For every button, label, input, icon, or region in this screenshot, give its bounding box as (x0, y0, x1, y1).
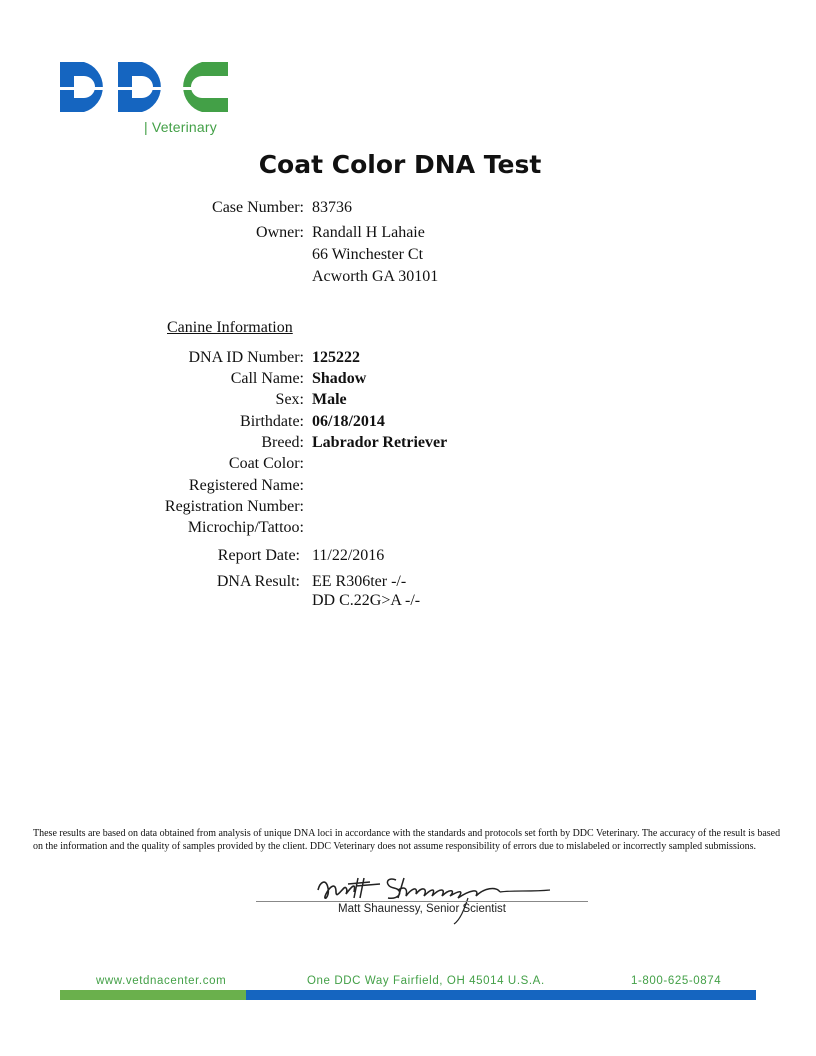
dna-id-value: 125222 (312, 349, 360, 366)
footer-website[interactable]: www.vetdnacenter.com (96, 975, 227, 987)
dna-result-line1: EE R306ter -/- (312, 573, 407, 590)
breed-value: Labrador Retriever (312, 434, 448, 451)
registered-name-label: Registered Name: (188, 477, 304, 494)
birthdate-label: Birthdate: (240, 413, 304, 430)
sex-value: Male (312, 391, 347, 408)
logo-subtitle: | Veterinary (144, 119, 217, 135)
birthdate-value: 06/18/2014 (312, 413, 385, 430)
dna-result-line2: DD C.22G>A -/- (312, 592, 421, 609)
signature-image (300, 868, 560, 926)
owner-name: Randall H Lahaie (312, 224, 425, 241)
report-date-label: Report Date: (217, 547, 300, 564)
sex-label: Sex: (275, 391, 304, 408)
signature-caption: Matt Shaunessy, Senior Scientist (338, 903, 506, 915)
page-title: Coat Color DNA Test (258, 150, 542, 179)
canine-info-heading: Canine Information (167, 319, 293, 336)
footer-bar-blue (246, 990, 756, 1000)
disclaimer-text: These results are based on data obtained from analysis of unique DNA loci in accordance with the standards and protocols set forth by DDC Veterinary. The accuracy of the result is based on the information and the quality of samples provided by the client. DDC Veterinary does not assume responsibility of errors due to mislabeled or incorrectly sampled submissions. (33, 828, 781, 852)
signature-line (256, 901, 588, 902)
owner-address-line1: 66 Winchester Ct (312, 246, 424, 263)
report-date-value: 11/22/2016 (312, 547, 385, 564)
owner-address-line2: Acworth GA 30101 (312, 268, 439, 285)
call-name-value: Shadow (312, 370, 367, 387)
case-number-label: Case Number: (212, 199, 304, 216)
footer-address: One DDC Way Fairfield, OH 45014 U.S.A. (307, 975, 545, 987)
coat-color-label: Coat Color: (228, 455, 304, 472)
case-number-value: 83736 (312, 199, 352, 216)
microchip-label: Microchip/Tattoo: (187, 519, 304, 536)
footer-bar-green (60, 990, 246, 1000)
call-name-label: Call Name: (230, 370, 304, 387)
dna-id-label: DNA ID Number: (188, 349, 304, 366)
owner-label: Owner: (256, 224, 304, 241)
dna-result-label: DNA Result: (216, 573, 300, 590)
footer-phone: 1-800-625-0874 (631, 975, 722, 987)
registration-number-label: Registration Number: (164, 498, 304, 515)
breed-label: Breed: (261, 434, 304, 451)
